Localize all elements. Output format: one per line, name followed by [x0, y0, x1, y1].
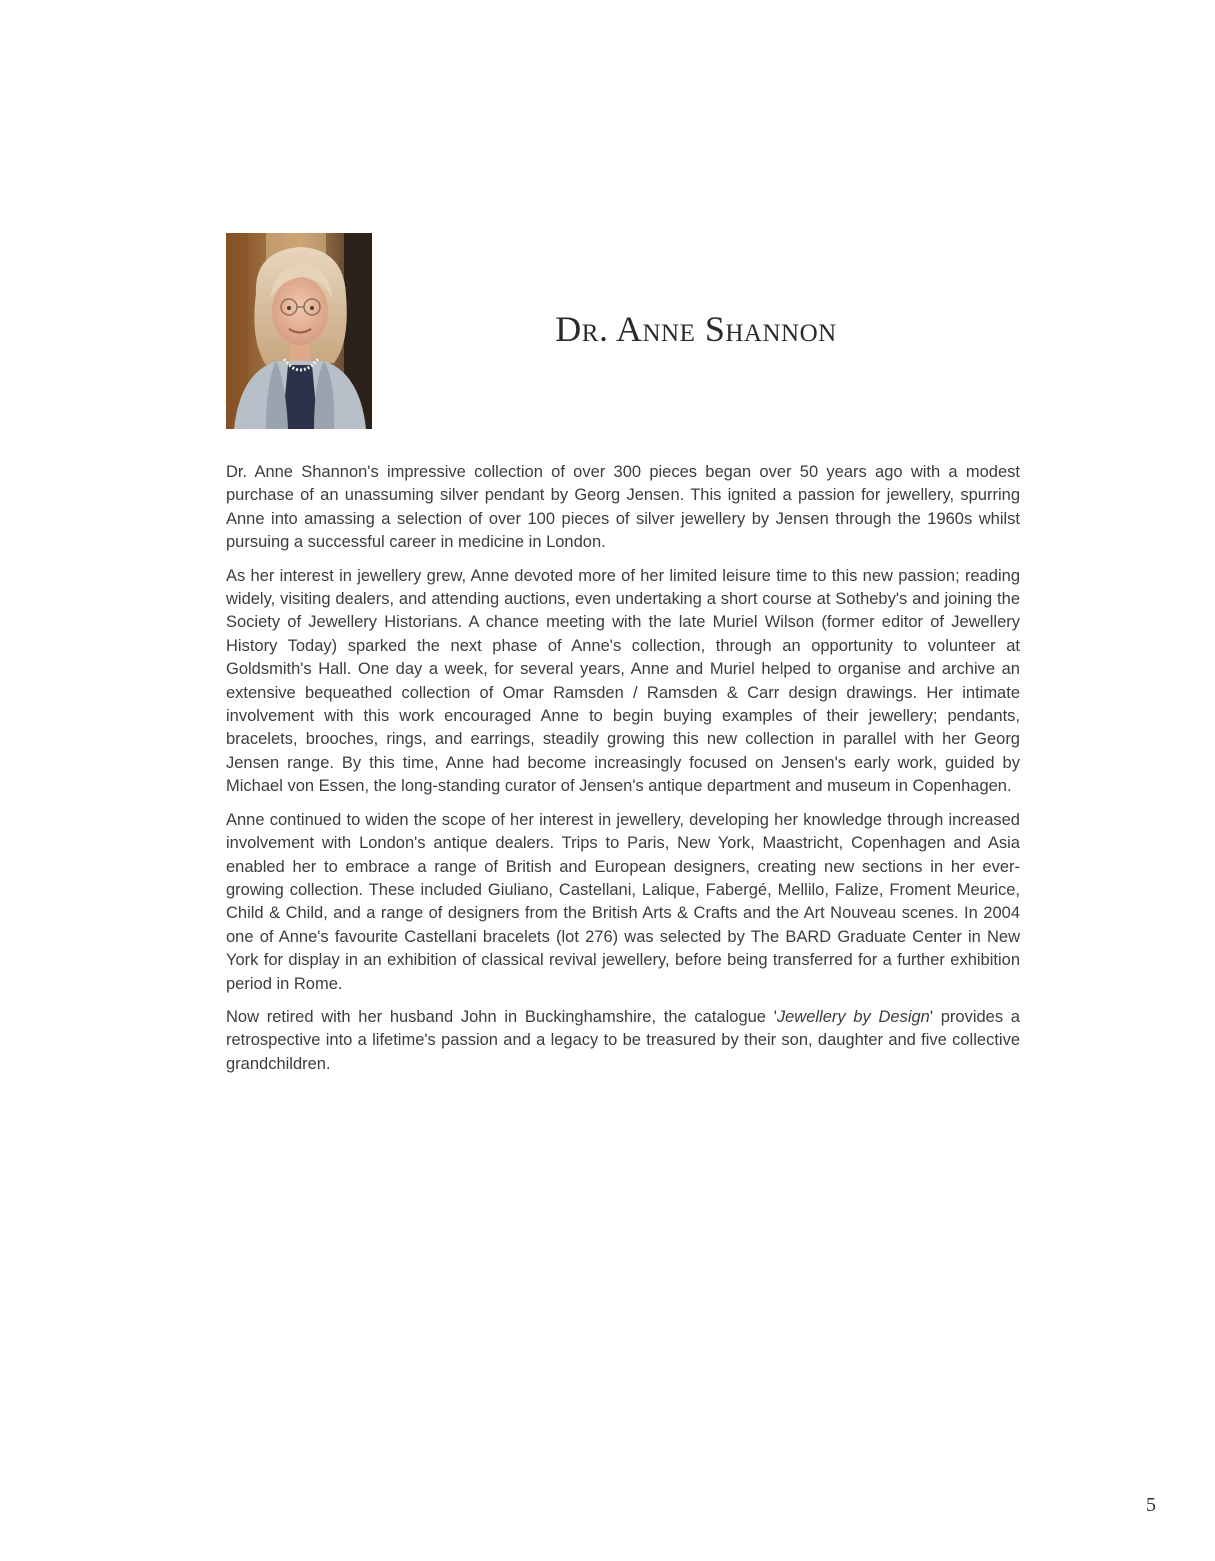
paragraph-retirement	[226, 1006, 1020, 1076]
page-number: 5	[1146, 1494, 1156, 1516]
portrait-photo	[226, 233, 372, 429]
page-title: Dr. Anne Shannon	[555, 309, 837, 349]
retirement-text-end: ' provides a retrospective into a lifetime's passion and a legacy to be treasured by their son, daughter and five collective grandchildren.	[226, 1007, 1020, 1073]
portrait-illustration	[226, 233, 372, 429]
paragraph-growing-interest: As her interest in jewellery grew, Anne devoted more of her limited leisure time to this new passion; reading widely, visiting dealers, and attending auctions, even undertaking a short course at Sotheby's and joining the Society of Jewellery Historians. A chance meeting with the late Muriel Wilson (former editor of Jewellery History Today) sparked the next phase of Anne's collection, through an opportunity to volunteer at Goldsmith's Hall. One day a week, for several years, Anne and Muriel helped to organise and archive an extensive bequeathed collection of Omar Ramsden / Ramsden & Carr design drawings. Her intimate involvement with this work encouraged Anne to begin buying examples of their jewellery; pendants, bracelets, brooches, rings, and earrings, steadily growing this new collection in parallel with her Georg Jensen range. By this time, Anne had become increasingly focused on Jensen's early work, guided by Michael von Essen, the long-standing curator of Jensen's antique department and museum in Copenhagen.	[226, 566, 1020, 796]
retirement-text-start: Now retired with her husband John in Buckinghamshire, the catalogue '	[226, 1007, 777, 1026]
paragraph-widening-scope: Anne continued to widen the scope of her interest in jewellery, developing her knowledge through increased involvement with London's antique dealers. Trips to Paris, New York, Maastricht, Copenhagen and Asia enabled her to embrace a range of British and European designers, creating new sections in her ever-growing collection. These included Giuliano, Castellani, Lalique, Fabergé, Mellilo, Falize, Froment Meurice, Child & Child, and a range of designers from the British Arts & Crafts and the Art Nouveau scenes. In 2004 one of Anne's favourite Castellani bracelets (lot 276) was selected by The BARD Graduate Center in New York for display in an exhibition of classical revival jewellery, before being transferred for a further exhibition period in Rome.	[226, 810, 1020, 993]
biography-text	[226, 461, 1020, 1086]
catalogue-title: Jewellery by Design	[776, 1007, 930, 1026]
paragraph-early-collection: Dr. Anne Shannon's impressive collection of over 300 pieces began over 50 years ago with a modest purchase of an unassuming silver pendant by Georg Jensen. This ignited a passion for jewellery, spurring Anne into amassing a selection of over 100 pieces of silver jewellery by Jensen through the 1960s whilst pursuing a successful career in medicine in London.	[226, 463, 1020, 552]
